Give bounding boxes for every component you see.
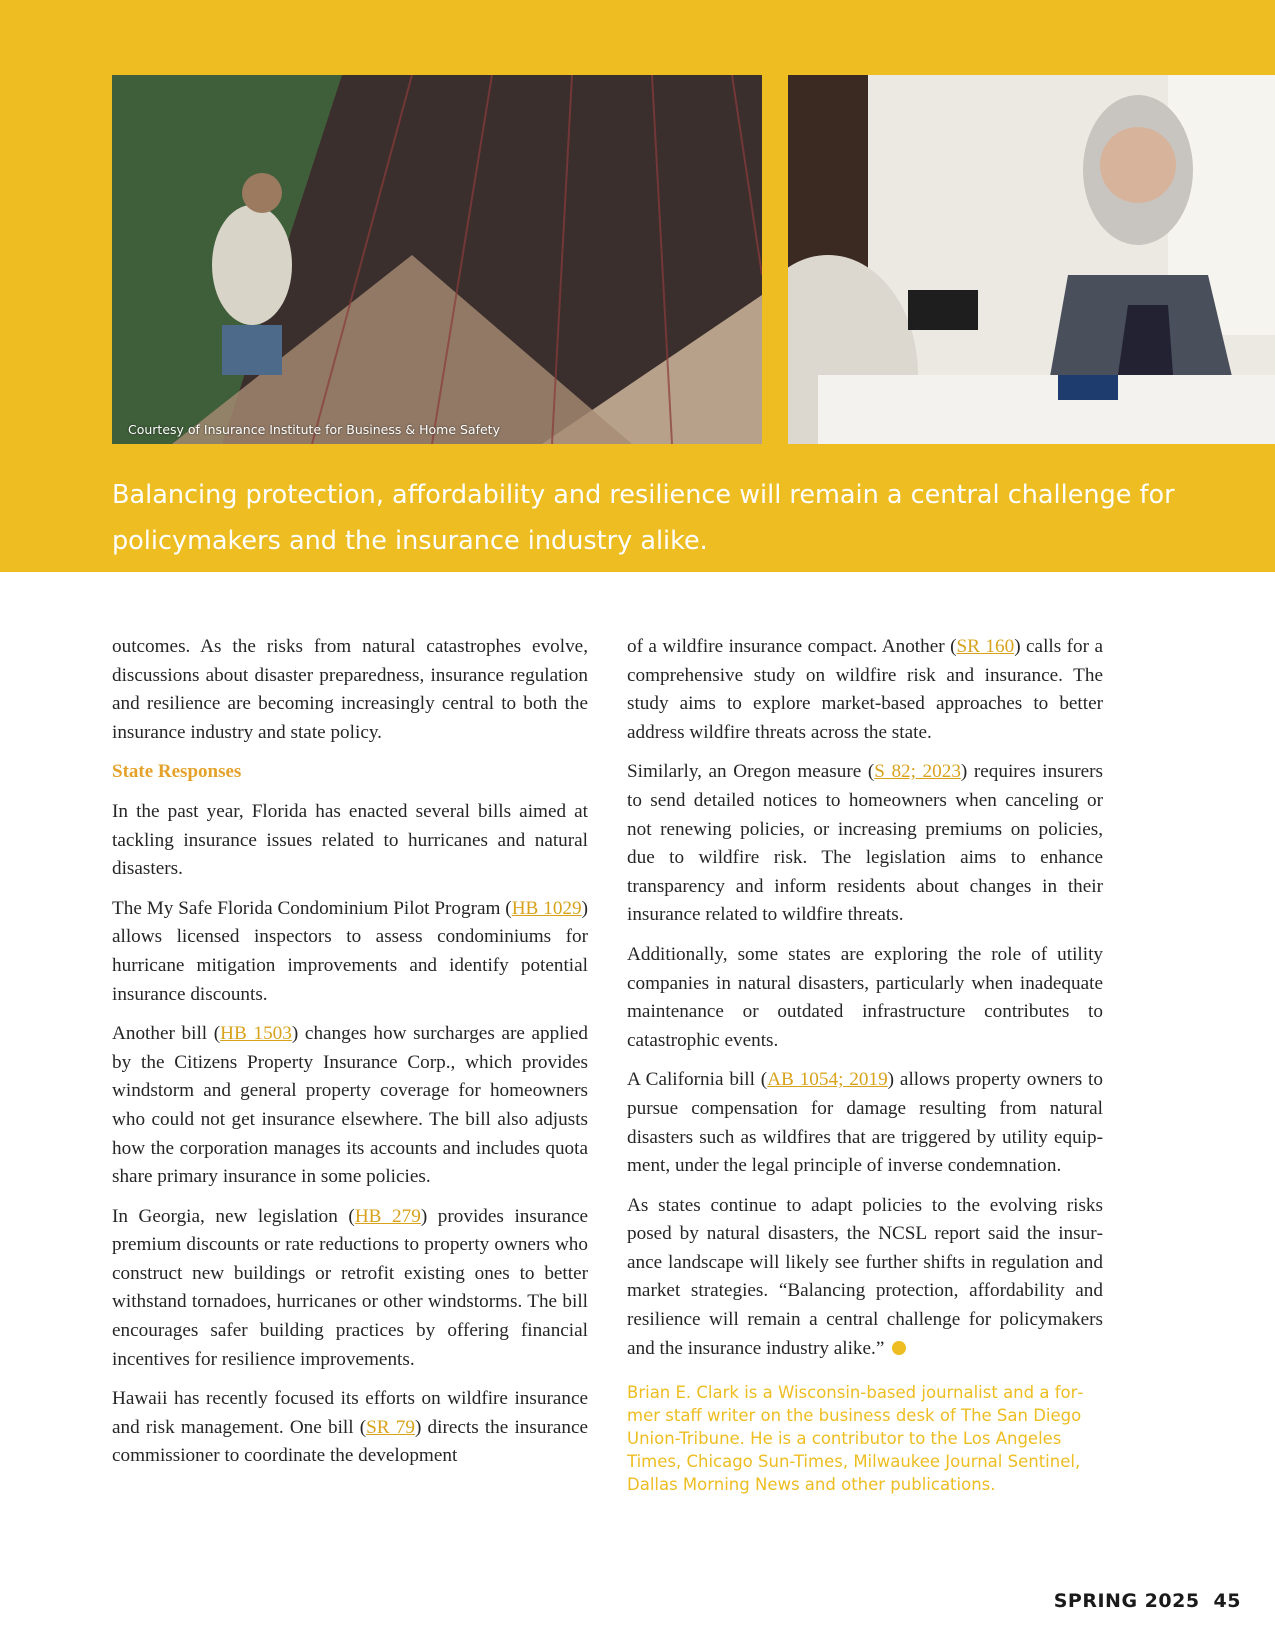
paragraph-text: of a wildfire insurance compact. Another ( — [627, 636, 957, 657]
insurance-agent-meeting-photo — [788, 75, 1275, 444]
paragraph-text: ) requires insurers to send detailed notices to homeowners when canceling or not renewing policies, or increasing premiums on policies, due to wildfire risk. The legislation aims to enhance transparency and inform residents about changes in their insurance related to wildfire threats. — [627, 761, 1103, 926]
bill-link-hb-1029[interactable]: HB 1029 — [511, 897, 582, 919]
paragraph-text: ) provides insurance premium discounts or rate reductions to property owners who construct new buildings or retrofit existing ones to better withstand tornadoes, hurricanes or other windstorms. The bill encourages safer building practices by offering financial incentives for resilience improvements. — [112, 1205, 588, 1370]
header-banner — [0, 0, 1275, 572]
page-number: 45 — [1213, 1590, 1241, 1612]
paragraph — [112, 895, 588, 1009]
issue-label: SPRING 2025 — [1053, 1590, 1200, 1612]
bill-link-hb-1503[interactable]: HB 1503 — [220, 1023, 292, 1045]
paragraph — [627, 758, 1103, 930]
bill-link-hb-279[interactable]: HB 279 — [354, 1205, 421, 1227]
roofer-photo-image — [112, 75, 762, 444]
paragraph: In the past year, Florida has enacted several bills aimed at tackling insurance issues related to hurricanes and natural disasters. — [112, 800, 588, 880]
paragraph-text: Similarly, an Oregon measure ( — [627, 761, 875, 783]
bill-link-sr-79[interactable]: SR 79 — [366, 1416, 415, 1438]
paragraph — [627, 633, 1103, 747]
bill-link-sr-160[interactable]: SR 160 — [956, 636, 1015, 657]
pull-quote: Balancing protection, affordability and resilience will remain a central challenge for policymakers and the insurance industry alike. — [112, 480, 1175, 556]
paragraph — [112, 1385, 588, 1471]
paragraph-text: A California bill ( — [627, 1069, 768, 1091]
paragraph-text: ) calls for a comprehensive study on wildfire risk and insurance. The study aims to explore market-based approaches to better address wildfire threats across the state. — [627, 636, 1103, 743]
author-bio: Brian E. Clark is a Wisconsin-based journalist and a former staff writer on the business desk of The San Diego Union-Tribune. He is a contributor to the Los Angeles Times, Chicago Sun-Times, Milwaukee Journal Sentinel, Dallas Morning News and other publications. — [627, 1383, 1084, 1495]
paragraph-text: As states continue to adapt policies to the evolving risks posed by natural disasters, the NCSL report said the insurance landscape will likely see further shifts in regulation and market strategies. “Balancing protection, affordability and resilience will remain a central challenge for policymakers and the insurance industry alike.” — [627, 1194, 1103, 1359]
paragraph-text: ) directs the insurance commissioner to coordinate the development — [112, 1416, 588, 1467]
paragraph: outcomes. As the risks from natural catastrophes evolve, discussions about disaster preparedness, insurance regulation and resilience are becoming increasingly central to both the insurance industry and state policy. — [112, 636, 588, 743]
paragraph — [112, 1020, 588, 1192]
paragraph-text: The My Safe Florida Condominium Pilot Program ( — [112, 897, 512, 919]
paragraph — [627, 1066, 1103, 1180]
paragraph-text: Another bill ( — [112, 1023, 221, 1045]
insurance-agent-meeting-photo-image — [788, 75, 1275, 444]
end-of-article-dot-icon — [892, 1341, 906, 1355]
bill-link-s-82[interactable]: S 82; 2023 — [874, 761, 961, 783]
roofer-photo — [112, 75, 762, 444]
paragraph-text: ) allows licensed inspectors to assess condominiums for hurricane mitigation improvements and identify potential insurance discounts. — [112, 897, 588, 1005]
photo-credit: Courtesy of Insurance Institute for Business & Home Safety — [128, 422, 500, 437]
paragraph-text: Hawaii has recently focused its efforts on wildfire insurance and risk management. One bill ( — [112, 1388, 588, 1438]
paragraph-text: ) changes how surcharges are applied by the Citizens Property Insurance Corp., which provides windstorm and general property coverage for homeowners who could not get insurance elsewhere. The bill also adjusts how the corporation manages its accounts and includes quota share primary insurance in some policies. — [112, 1023, 589, 1188]
left-column — [112, 633, 588, 1482]
bill-link-ab-1054[interactable]: AB 1054; 2019 — [767, 1069, 888, 1091]
page-footer — [1054, 1590, 1241, 1612]
section-heading: State Responses — [112, 761, 242, 783]
paragraph-text: ) allows property owners to pursue compensation for damage resulting from natural disasters such as wildfires that are triggered by utility equipment, under the legal principle of inverse condemnation. — [627, 1069, 1103, 1177]
paragraph — [627, 1192, 1103, 1364]
right-column — [627, 633, 1103, 1496]
paragraph-text: In Georgia, new legislation ( — [112, 1205, 355, 1227]
paragraph — [112, 1203, 588, 1375]
paragraph: Additionally, some states are exploring the role of utility companies in natural disasters, particularly when inadequate maintenance or outdated infrastructure contributes to catastrophic events. — [627, 943, 1103, 1051]
